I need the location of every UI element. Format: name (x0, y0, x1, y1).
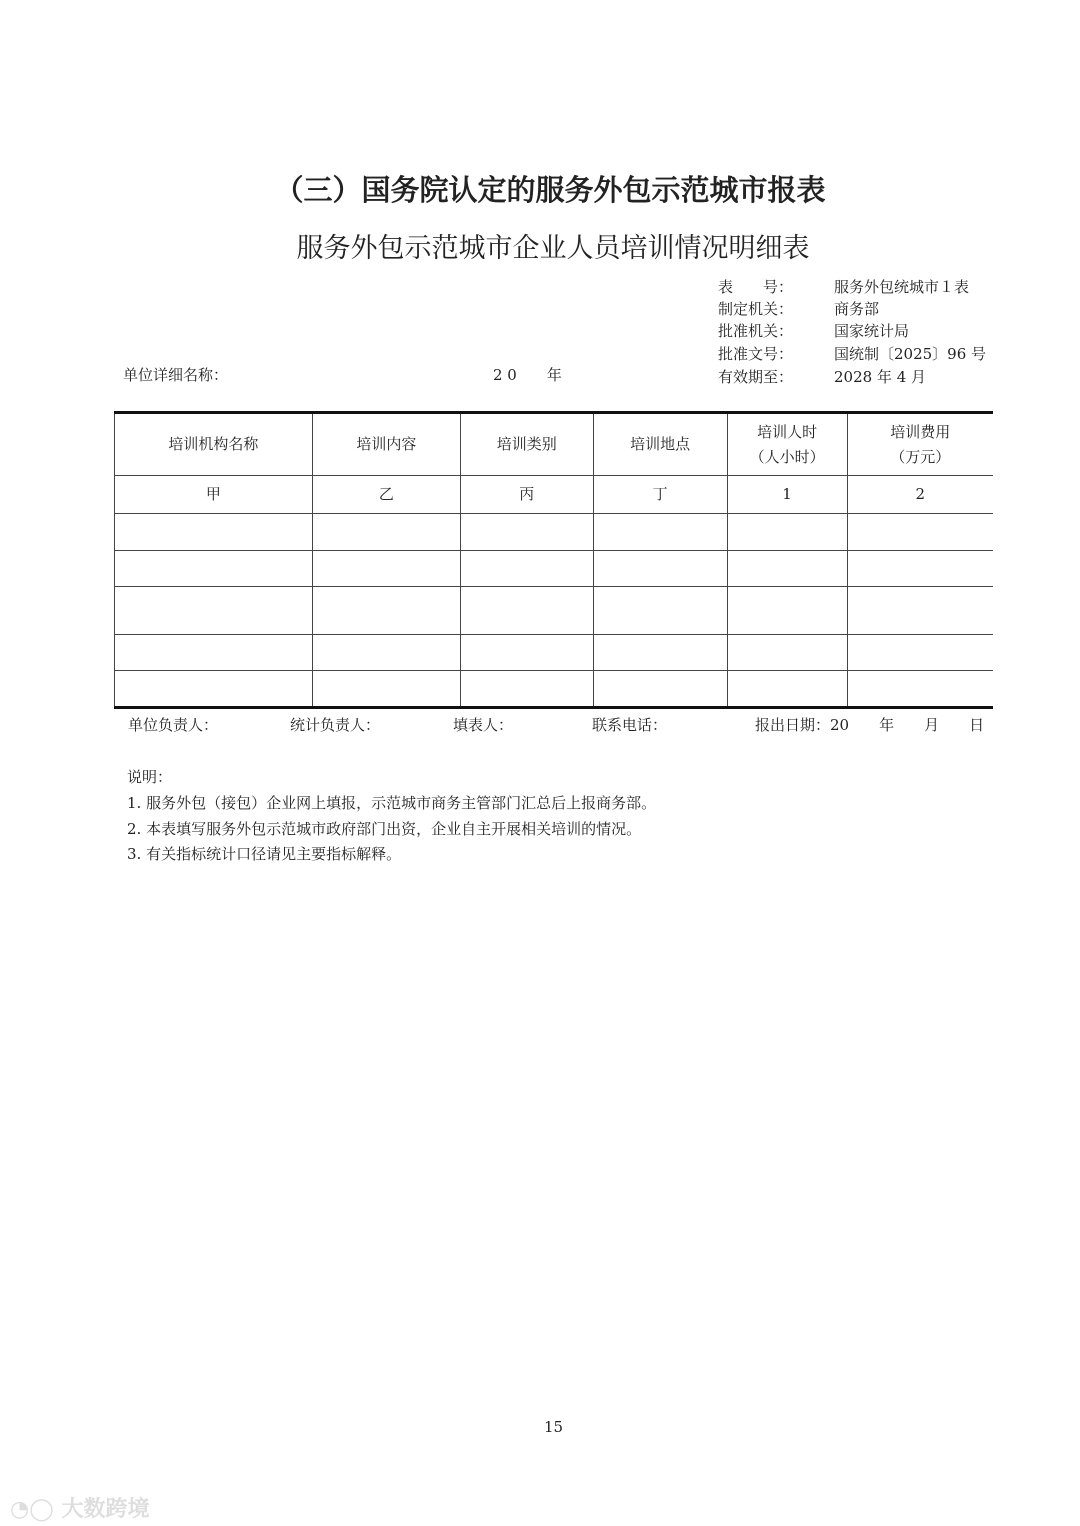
table-row (115, 587, 994, 635)
cell[interactable] (312, 635, 460, 671)
cell[interactable] (115, 587, 313, 635)
watermark-icon: ◔◯ (10, 1497, 62, 1522)
cell[interactable] (847, 587, 993, 635)
code-cell: 丁 (593, 476, 727, 514)
header-cell (727, 413, 847, 476)
header-cell: 培训机构名称 (115, 413, 313, 476)
report-date-label: 报出日期：20 年 月 日 (755, 716, 985, 734)
meta-label: 制定机关： (718, 300, 794, 318)
cell[interactable] (115, 551, 313, 587)
note-item: 2. 本表填写服务外包示范城市政府部门出资，企业自主开展相关培训的情况。 (127, 820, 642, 838)
cell[interactable] (847, 551, 993, 587)
cell[interactable] (727, 514, 847, 551)
cell[interactable] (847, 671, 993, 708)
header-cell: 培训内容 (312, 413, 460, 476)
cell[interactable] (847, 514, 993, 551)
page-title: （三）国务院认定的服务外包示范城市报表 (274, 173, 826, 207)
stat-head-label: 统计负责人： (290, 716, 381, 734)
header-text: 培训费用 (890, 422, 951, 441)
code-cell: 乙 (312, 476, 460, 514)
cell[interactable] (727, 551, 847, 587)
cell[interactable] (593, 635, 727, 671)
header-cell: 培训地点 (593, 413, 727, 476)
header-cell (847, 413, 993, 476)
cell[interactable] (847, 635, 993, 671)
code-cell: 甲 (115, 476, 313, 514)
cell[interactable] (593, 587, 727, 635)
meta-label: 有效期至： (718, 368, 794, 386)
cell[interactable] (460, 671, 593, 708)
year-label: 2 0 年 (493, 366, 562, 384)
meta-label: 表 号： (718, 278, 794, 296)
note-item: 1. 服务外包（接包）企业网上填报，示范城市商务主管部门汇总后上报商务部。 (127, 794, 657, 812)
table-row (115, 671, 994, 708)
code-row (115, 476, 994, 514)
cell[interactable] (727, 587, 847, 635)
cell[interactable] (460, 551, 593, 587)
cell[interactable] (312, 587, 460, 635)
unit-name-label: 单位详细名称： (123, 366, 229, 384)
table-row (115, 514, 994, 551)
form-subtitle: 服务外包示范城市企业人员培训情况明细表 (296, 233, 810, 264)
phone-label: 联系电话： (592, 716, 668, 734)
unit-head-label: 单位负责人： (128, 716, 219, 734)
watermark-text: 大数跨境 (61, 1497, 150, 1522)
meta-value: 国统制〔2025〕96 号 (834, 345, 987, 363)
meta-value: 服务外包统城市１表 (834, 278, 970, 296)
code-cell: 1 (727, 476, 847, 514)
header-unit: （万元） (890, 447, 951, 466)
meta-label: 批准文号： (718, 345, 794, 363)
cell[interactable] (312, 551, 460, 587)
meta-label: 批准机关： (718, 322, 794, 340)
cell[interactable] (460, 635, 593, 671)
cell[interactable] (460, 587, 593, 635)
notes-heading: 说明： (127, 768, 173, 786)
cell[interactable] (115, 671, 313, 708)
cell[interactable] (593, 671, 727, 708)
code-cell: 丙 (460, 476, 593, 514)
header-text: 培训人时 (757, 422, 818, 441)
cell[interactable] (727, 671, 847, 708)
header-cell: 培训类别 (460, 413, 593, 476)
page-number: 15 (544, 1418, 564, 1436)
meta-value: 国家统计局 (834, 322, 910, 340)
meta-value: 商务部 (834, 300, 880, 318)
header-unit: （人小时） (749, 447, 825, 466)
table-row (115, 551, 994, 587)
meta-value: 2028 年 4 月 (834, 368, 927, 386)
cell[interactable] (115, 635, 313, 671)
training-table (114, 411, 993, 709)
code-cell: 2 (847, 476, 993, 514)
table-header-row (115, 413, 994, 476)
watermark-logo (10, 1492, 150, 1523)
cell[interactable] (312, 514, 460, 551)
cell[interactable] (312, 671, 460, 708)
cell[interactable] (593, 551, 727, 587)
cell[interactable] (593, 514, 727, 551)
cell[interactable] (727, 635, 847, 671)
note-item: 3. 有关指标统计口径请见主要指标解释。 (127, 845, 402, 863)
filler-label: 填表人： (453, 716, 514, 734)
table-row (115, 635, 994, 671)
cell[interactable] (460, 514, 593, 551)
cell[interactable] (115, 514, 313, 551)
